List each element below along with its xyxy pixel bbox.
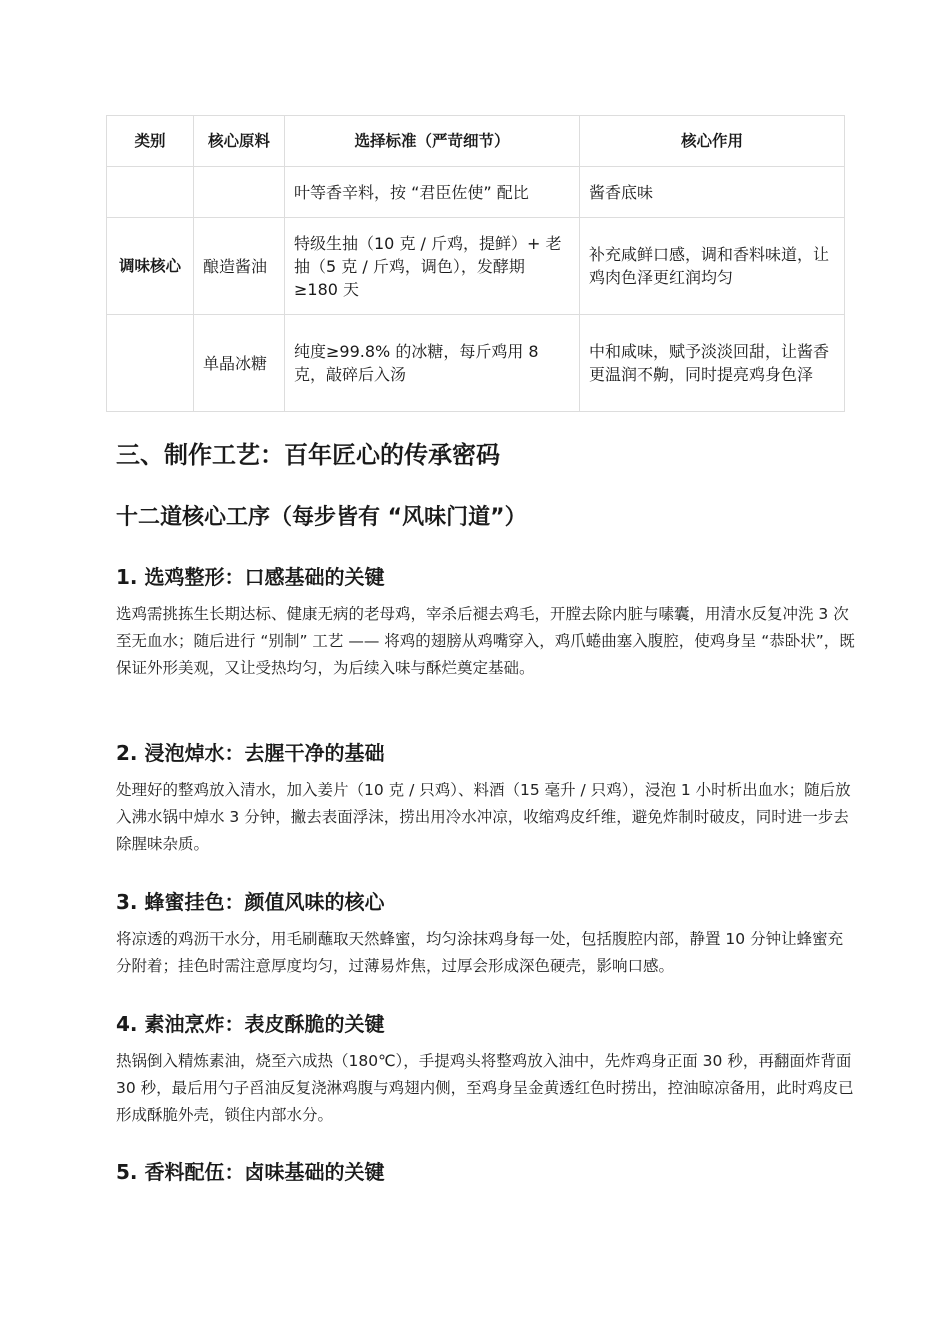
table-row [107, 315, 845, 412]
table-header-row [107, 116, 845, 167]
step-block [116, 561, 856, 682]
cell-material [194, 167, 285, 218]
step-block [116, 886, 856, 980]
step-block [116, 1008, 856, 1129]
step-block [116, 1156, 856, 1188]
step-block [116, 737, 856, 858]
header-material: 核心原料 [194, 116, 285, 167]
cell-category [107, 167, 194, 218]
cell-standard: 叶等香辛料，按 “君臣佐使” 配比 [285, 167, 580, 218]
step-text: 处理好的整鸡放入清水，加入姜片（10 克 / 只鸡）、料酒（15 毫升 / 只鸡），浸泡 1 小时析出血水；随后放入沸水锅中焯水 3 分钟，撇去表面浮沫，捞出用冷水冲凉，收缩鸡皮纤维，避免炸制时破皮，同时进一步去除腥味杂质。 [116, 781, 851, 853]
cell-role: 中和咸味，赋予淡淡回甜，让酱香更温润不齁，同时提亮鸡身色泽 [580, 315, 845, 412]
cell-category: 调味核心 [107, 218, 194, 315]
step-title: 1. 选鸡整形：口感基础的关键 [116, 565, 385, 589]
header-standard: 选择标准（严苛细节） [285, 116, 580, 167]
step-title: 2. 浸泡焯水：去腥干净的基础 [116, 741, 385, 765]
step-text: 将凉透的鸡沥干水分，用毛刷蘸取天然蜂蜜，均匀涂抹鸡身每一处，包括腹腔内部，静置 10 分钟让蜂蜜充分附着；挂色时需注意厚度均匀，过薄易炸焦，过厚会形成深色硬壳，影响口感。 [116, 930, 844, 975]
step-text: 选鸡需挑拣生长期达标、健康无病的老母鸡，宰杀后褪去鸡毛，开膛去除内脏与嗉囊，用清水反复冲洗 3 次至无血水；随后进行 “别制” 工艺 —— 将鸡的翅膀从鸡嘴穿入，鸡爪蜷曲塞入腹腔，使鸡身呈 “恭卧状”，既保证外形美观，又让受热均匀，为后续入味与酥烂奠定基础。 [116, 605, 855, 677]
header-role: 核心作用 [580, 116, 845, 167]
cell-role: 酱香底味 [580, 167, 845, 218]
cell-material: 酿造酱油 [194, 218, 285, 315]
step-title: 3. 蜂蜜挂色：颜值风味的核心 [116, 890, 385, 914]
table-row [107, 167, 845, 218]
ingredient-table [106, 115, 845, 412]
step-title: 5. 香料配伍：卤味基础的关键 [116, 1160, 385, 1184]
header-category: 类别 [107, 116, 194, 167]
cell-role: 补充咸鲜口感，调和香料味道，让鸡肉色泽更红润均匀 [580, 218, 845, 315]
cell-category [107, 315, 194, 412]
section-heading: 三、制作工艺：百年匠心的传承密码 [116, 441, 500, 469]
subsection-heading: 十二道核心工序（每步皆有 “风味门道”） [116, 505, 527, 530]
table-row [107, 218, 845, 315]
step-text: 热锅倒入精炼素油，烧至六成热（180℃），手提鸡头将整鸡放入油中，先炸鸡身正面 30 秒，再翻面炸背面 30 秒，最后用勺子舀油反复浇淋鸡腹与鸡翅内侧，至鸡身呈金黄透红色时捞出，控油晾凉备用，此时鸡皮已形成酥脆外壳，锁住内部水分。 [116, 1052, 854, 1124]
step-title: 4. 素油烹炸：表皮酥脆的关键 [116, 1012, 385, 1036]
cell-standard: 特级生抽（10 克 / 斤鸡，提鲜）+ 老抽（5 克 / 斤鸡，调色），发酵期 ≥180 天 [285, 218, 580, 315]
cell-standard: 纯度≥99.8% 的冰糖，每斤鸡用 8 克，敲碎后入汤 [285, 315, 580, 412]
cell-material: 单晶冰糖 [194, 315, 285, 412]
